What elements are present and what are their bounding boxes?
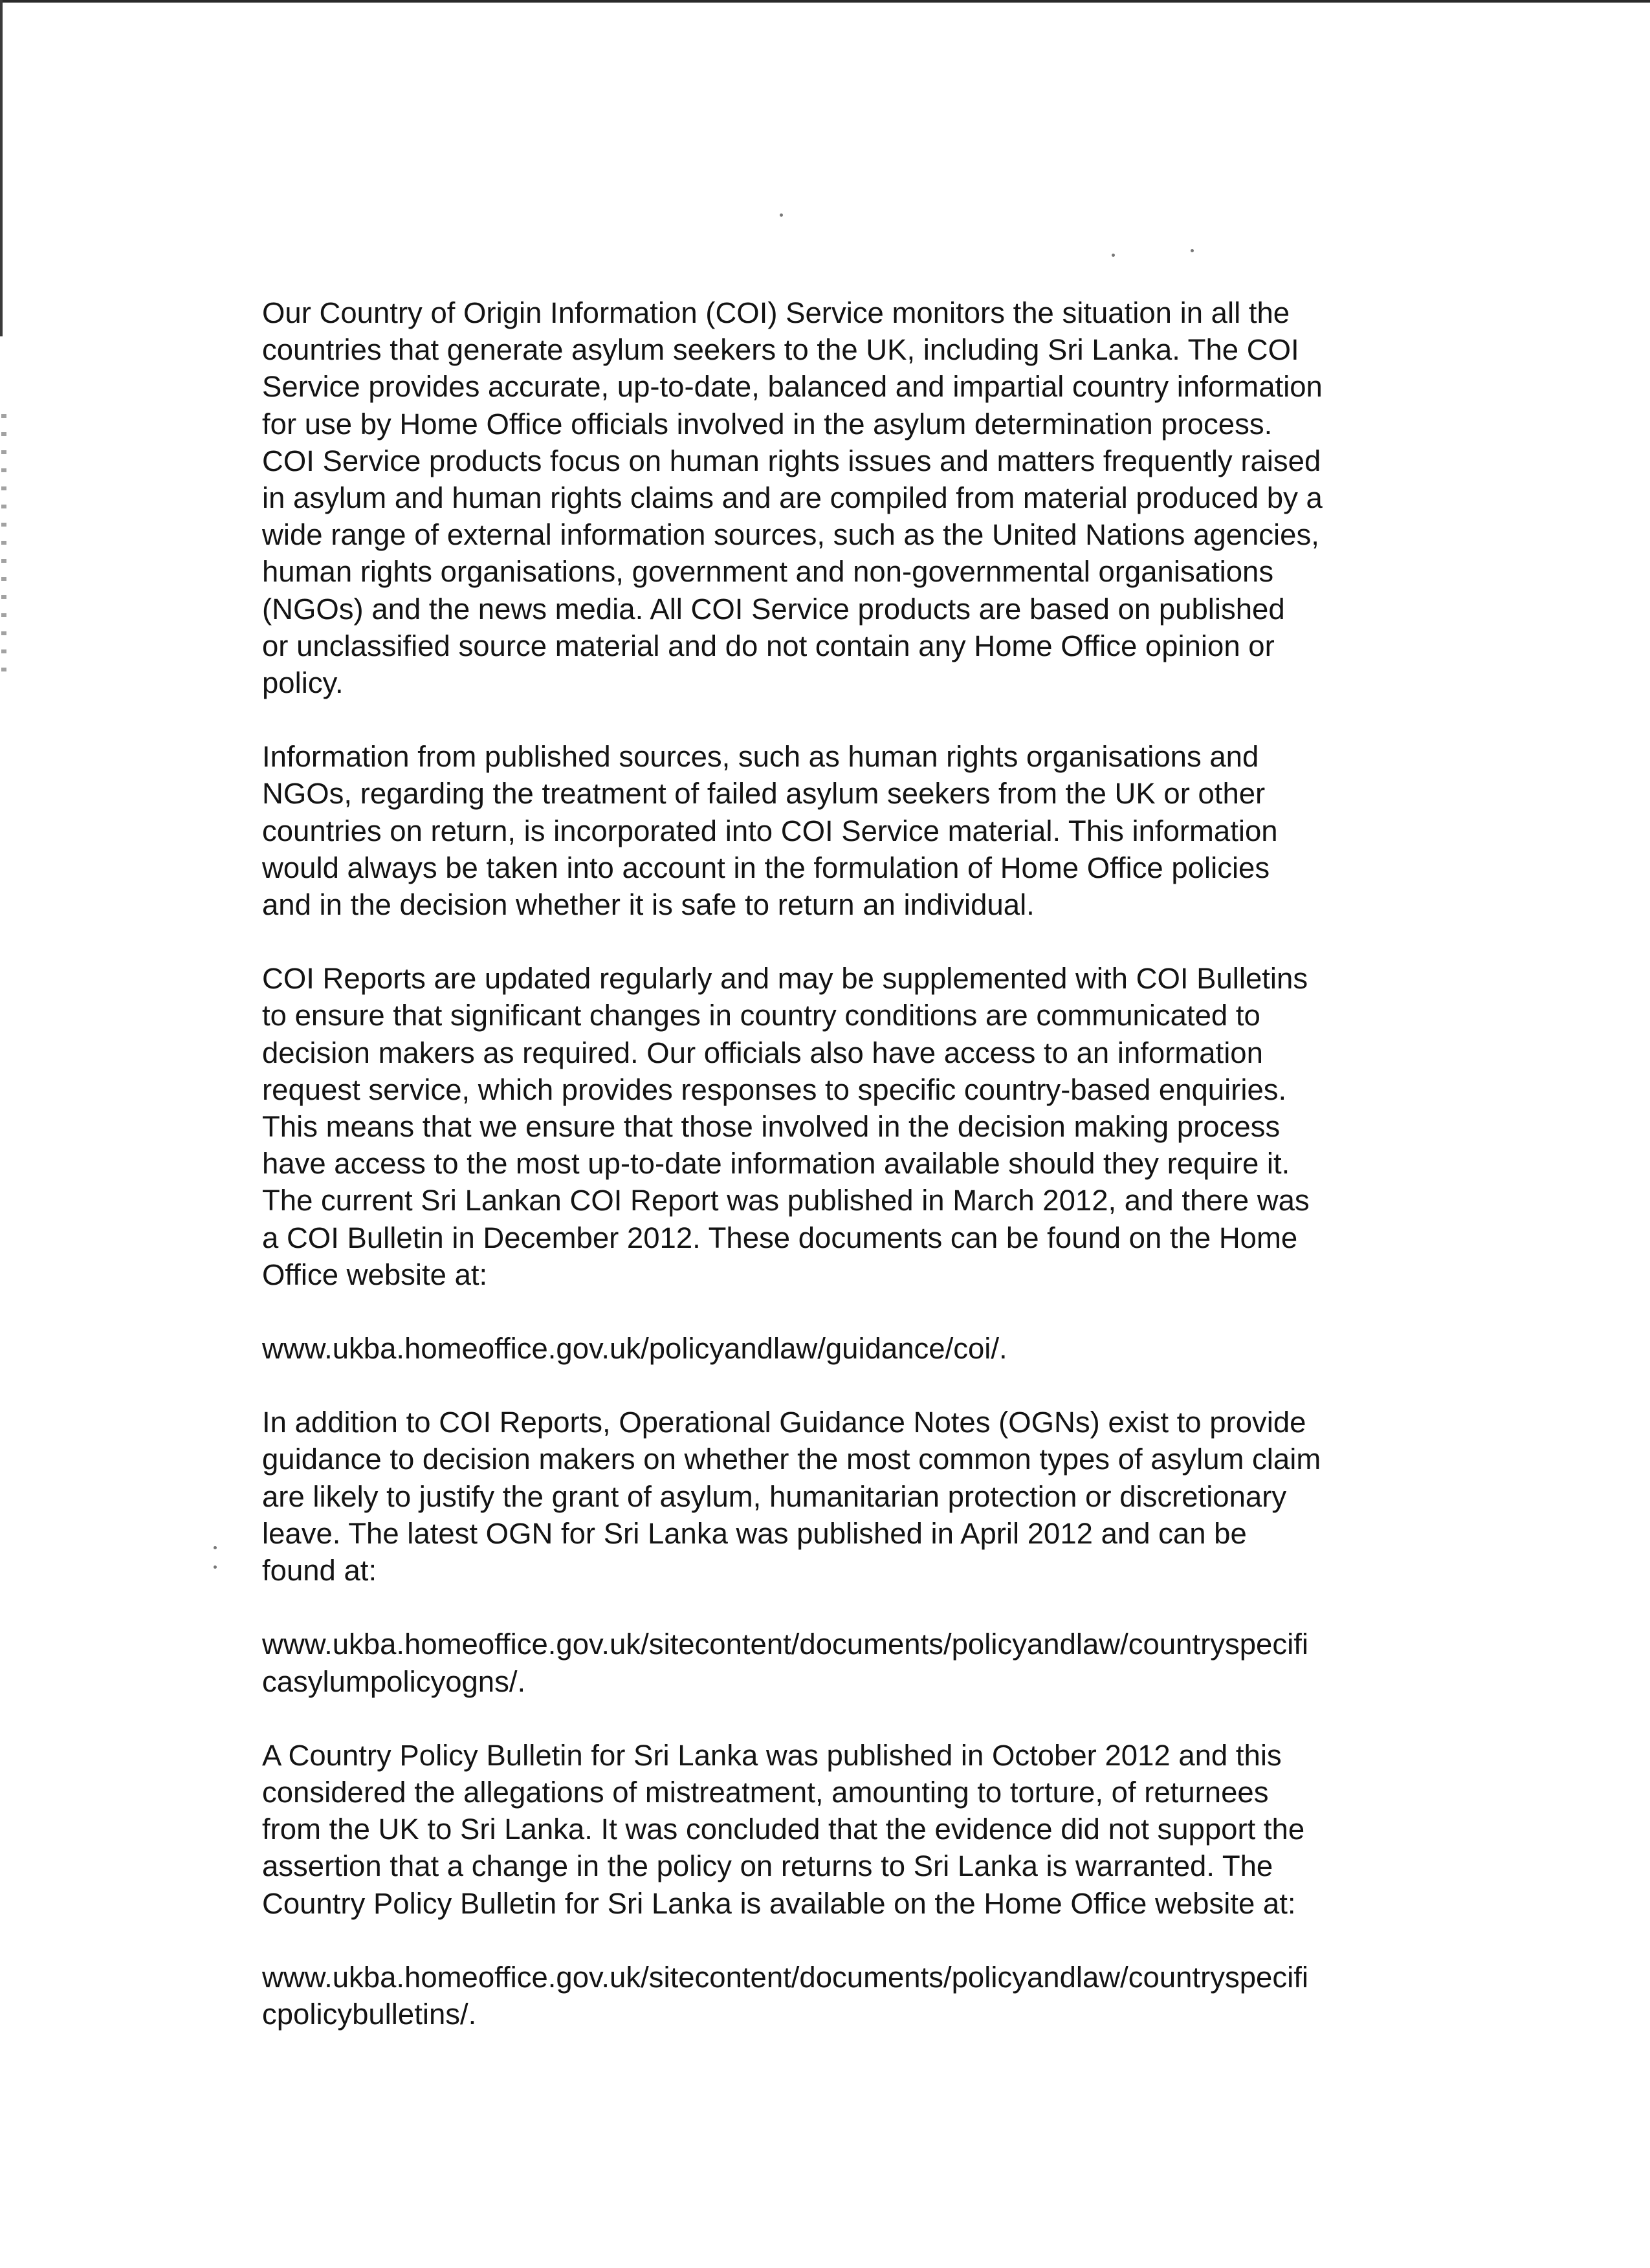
scan-speck: [214, 1546, 217, 1549]
url-policy-bulletin: www.ukba.homeoffice.gov.uk/sitecontent/documents/policyandlaw/countryspecifi cpolicybulletins/.: [262, 1960, 1308, 2031]
url-ogn: www.ukba.homeoffice.gov.uk/sitecontent/documents/policyandlaw/countryspecifi casylumpolicyogns/.: [262, 1628, 1308, 1698]
paragraph-coi-service: Our Country of Origin Information (COI) Service monitors the situation in all the countries that generate asylum seekers to the UK, including Sri Lanka. The COI Service provides accurate, up-to-date, balanced and impartial country information for use by Home Office officials involved in the asylum determination process. COI Service products focus on human rights issues and matters frequently raised in asylum and human rights claims and are compiled from material produced by a wide range of external information sources, such as the United Nations agencies, human rights organisations, government and non-governmental organisations (NGOs) and the news media. All COI Service products are based on published or unclassified source material and do not contain any Home Office opinion or policy.: [262, 296, 1323, 700]
scan-speck: [1191, 249, 1194, 252]
url-coi-guidance: www.ukba.homeoffice.gov.uk/policyandlaw/guidance/coi/.: [262, 1332, 1007, 1366]
paragraph-coi-reports: COI Reports are updated regularly and may be supplemented with COI Bulletins to ensure that significant changes in country conditions are communicated to decision makers as required. Our officials also have access to an information request service, which provides responses to specific country-based enquiries. This means that we ensure that those involved in the decision making process have access to the most up-to-date information available should they require it. The current Sri Lankan COI Report was published in March 2012, and there was a COI Bulletin in December 2012. These documents can be found on the Home Office website at:: [262, 962, 1310, 1291]
scan-speck: [214, 1565, 217, 1569]
paragraph-ogn: In addition to COI Reports, Operational Guidance Notes (OGNs) exist to provide guidance to decision makers on whether the most common types of asylum claim are likely to justify the grant of asylum, humanitarian protection or discretionary leave. The latest OGN for Sri Lanka was published in April 2012 and can be found at:: [262, 1406, 1321, 1587]
paragraph-published-sources: Information from published sources, such as human rights organisations and NGOs, regarding the treatment of failed asylum seekers from the UK or other countries on return, is incorporated into COI Service material. This information would always be taken into account in the formulation of Home Office policies and in the decision whether it is safe to return an individual.: [262, 740, 1278, 922]
scan-top-edge: [0, 0, 1650, 3]
scan-speck: [780, 213, 783, 217]
paragraph-policy-bulletin: A Country Policy Bulletin for Sri Lanka was published in October 2012 and this considered the allegations of mistreatment, amounting to torture, of returnees from the UK to Sri Lanka. It was concluded that the evidence did not support the assertion that a change in the policy on returns to Sri Lanka is warranted. The Country Policy Bulletin for Sri Lanka is available on the Home Office website at:: [262, 1738, 1305, 1920]
scan-left-marks: [1, 414, 6, 673]
document-body: [262, 294, 1414, 2069]
scan-left-edge: [0, 0, 3, 336]
scan-speck: [1112, 254, 1115, 257]
